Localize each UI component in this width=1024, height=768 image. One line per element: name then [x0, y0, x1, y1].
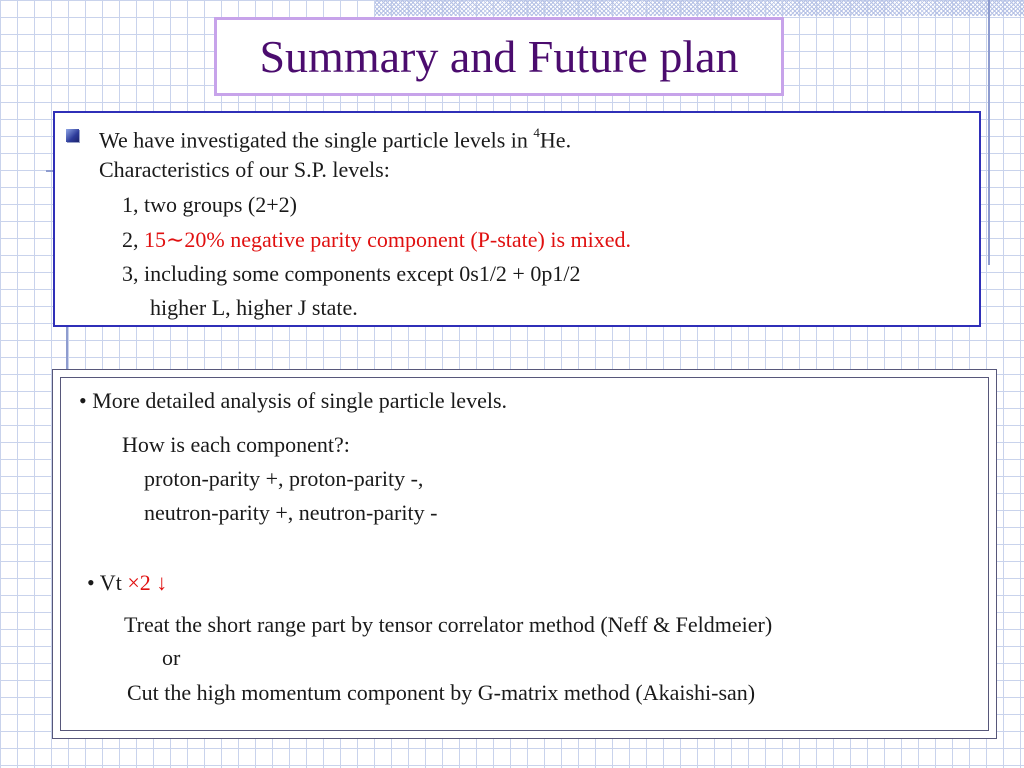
- future-neutron-line: neutron-parity +, neutron-parity -: [144, 500, 438, 525]
- title-box: [214, 17, 784, 96]
- decorative-vertical-line: [988, 0, 990, 265]
- future-proton-line: proton-parity +, proton-parity -,: [144, 466, 424, 491]
- future-bullet-2: [87, 570, 167, 596]
- vt-label: • Vt: [87, 570, 128, 595]
- summary-line-1-text: We have investigated the single particle levels in: [99, 127, 534, 153]
- vt-factor-highlight: 2 ↓: [139, 570, 168, 595]
- times-symbol: ×: [127, 570, 140, 595]
- summary-line-1: [99, 122, 571, 153]
- superscript-mass-number: 4: [533, 125, 540, 140]
- future-cut-line: Cut the high momentum component by G-matrix method (Akaishi-san): [127, 680, 756, 705]
- future-bullet-1: • More detailed analysis of single particle levels.: [79, 388, 508, 413]
- summary-box: [53, 111, 981, 327]
- summary-line-5: 3, including some components except 0s1/2 + 0p1/2: [122, 261, 581, 286]
- summary-line-2: Characteristics of our S.P. levels:: [99, 157, 390, 182]
- summary-line-6: higher L, higher J state.: [150, 295, 358, 320]
- summary-line-4-prefix: 2,: [122, 227, 144, 252]
- decorative-hatch-band: [375, 0, 1024, 16]
- slide-title: Summary and Future plan: [259, 30, 739, 82]
- bullet-square-icon: [66, 129, 79, 142]
- future-plan-inner-frame: [60, 377, 989, 731]
- summary-line-4: [122, 227, 631, 253]
- future-treat-line: Treat the short range part by tensor correlator method (Neff & Feldmeier): [124, 612, 773, 637]
- summary-line-1-tail: He.: [539, 127, 572, 153]
- future-or-line: or: [162, 645, 181, 670]
- summary-line-4-highlight: 15∼20% negative parity component (P-state) is mixed.: [144, 227, 632, 252]
- summary-line-3: 1, two groups (2+2): [122, 192, 297, 217]
- decorative-vertical-line: [66, 325, 68, 370]
- future-question: How is each component?:: [122, 432, 350, 457]
- future-plan-box: [52, 369, 997, 739]
